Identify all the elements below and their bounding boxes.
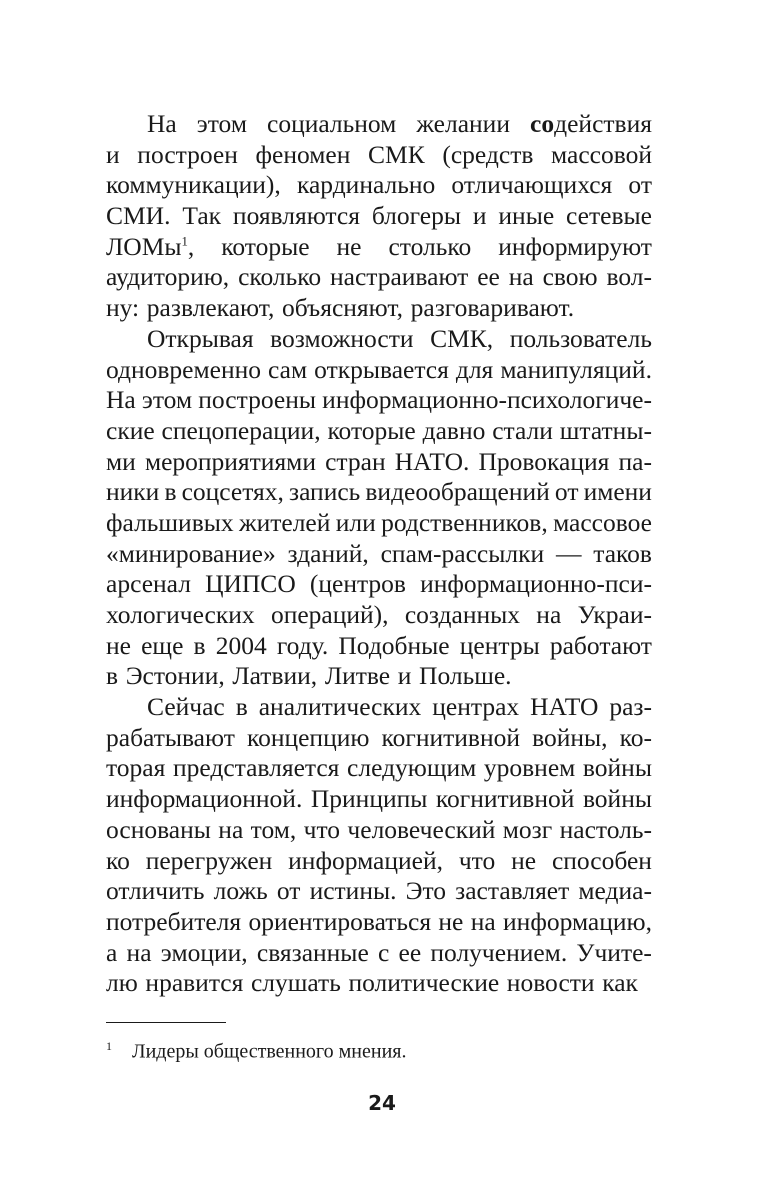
word: созданных	[404, 600, 520, 629]
word: настраивают	[329, 262, 469, 292]
word: рабатывают	[106, 722, 235, 752]
word: торая	[106, 753, 166, 783]
word: на	[536, 600, 562, 629]
text-line	[106, 753, 652, 784]
paragraph	[106, 692, 652, 999]
word: войны,	[532, 722, 608, 752]
word: стран	[325, 446, 386, 476]
word: кардинально	[296, 170, 436, 200]
text-line	[106, 170, 652, 201]
word: потребителя	[106, 906, 242, 936]
word: Эстонии,	[125, 661, 225, 691]
word: манипуляций.	[500, 354, 652, 384]
word: операций),	[270, 600, 389, 629]
word: том,	[250, 814, 297, 844]
text-line	[106, 846, 652, 877]
word: родственников,	[381, 507, 548, 537]
word: Открывая	[147, 323, 254, 353]
paragraph	[106, 109, 652, 324]
word: в	[193, 630, 206, 660]
word: основаны	[106, 814, 211, 844]
text-line	[106, 109, 652, 140]
text-line	[106, 508, 652, 539]
word: представляется	[172, 753, 340, 783]
word: сетевые	[566, 201, 652, 231]
word: в	[164, 477, 177, 507]
body-text	[106, 109, 652, 999]
word: с	[377, 937, 390, 967]
word: желании	[416, 109, 510, 138]
text-line	[106, 784, 652, 815]
text-line	[106, 723, 652, 754]
word: связанные	[256, 937, 369, 967]
word: Принципы	[310, 784, 428, 814]
word: Польше.	[419, 661, 512, 691]
word: ники	[106, 477, 160, 507]
word: На	[147, 109, 177, 138]
word: информационной.	[106, 784, 303, 814]
word: построены	[198, 385, 316, 415]
word: (средств	[442, 139, 534, 169]
text-line	[106, 477, 652, 508]
word: ориентироваться	[248, 906, 432, 936]
word: что	[458, 845, 496, 875]
word: мероприятиями	[144, 446, 316, 476]
word: «минирование»	[106, 538, 276, 568]
word: иные	[498, 201, 555, 231]
word: давно	[422, 415, 486, 445]
word: информируют	[498, 231, 652, 261]
word: еще	[141, 630, 184, 660]
word: лю	[106, 968, 138, 998]
word: центры	[459, 630, 540, 660]
word: от	[276, 876, 301, 906]
word: арсенал	[106, 569, 191, 599]
word: новости	[506, 968, 595, 998]
word: нравится	[145, 968, 244, 998]
word: этом	[196, 109, 247, 138]
word: ко	[106, 845, 130, 875]
word: стали	[492, 415, 553, 445]
text-line	[106, 569, 652, 600]
word: аудиторию,	[106, 262, 230, 292]
word: ее	[477, 262, 500, 292]
word: фальшивых	[106, 507, 234, 537]
word: штатны-	[559, 415, 652, 445]
word: хологических	[106, 600, 255, 629]
footnote	[106, 1033, 406, 1065]
text-line	[106, 600, 652, 631]
word: которые	[327, 415, 416, 445]
word: информацией,	[288, 845, 443, 875]
word: и	[472, 201, 487, 231]
word: НАТО.	[394, 446, 470, 476]
word: На	[106, 385, 136, 415]
word: получением.	[430, 937, 568, 967]
word: ские	[106, 415, 155, 445]
word: следующим	[347, 753, 477, 783]
word: истины.	[309, 876, 397, 906]
word: не	[438, 906, 464, 936]
word: ЛОМы$^1$,	[106, 231, 195, 261]
text-line	[106, 293, 652, 324]
word: на	[126, 937, 152, 967]
text-line	[106, 692, 652, 723]
word: вол-	[606, 262, 652, 292]
word: Учите-	[576, 937, 652, 967]
word: отличающихся	[451, 170, 613, 200]
word: способен	[551, 845, 652, 875]
word: ми	[106, 446, 136, 476]
word: в	[106, 661, 119, 691]
word: СМК	[368, 139, 425, 169]
word: на	[470, 906, 496, 936]
word: пользователь	[509, 323, 652, 353]
word: имени	[583, 477, 652, 507]
word: 2004	[215, 630, 267, 660]
word: от	[628, 170, 652, 200]
word: таков	[593, 538, 652, 568]
word: блогеры	[371, 201, 461, 231]
footnote-text: Лидеры общественного мнения.	[132, 1040, 407, 1063]
word: раз-	[609, 692, 652, 722]
word: от	[554, 477, 579, 507]
word: Украи-	[577, 600, 652, 629]
word: не	[106, 630, 131, 660]
word: па-	[618, 446, 652, 476]
word: человеческий	[347, 814, 496, 844]
word: на	[218, 814, 244, 844]
word: и	[397, 661, 412, 691]
word: Сейчас	[147, 692, 225, 722]
word: коммуникации),	[106, 170, 281, 200]
word: массовой	[551, 139, 652, 169]
word: политические	[348, 968, 500, 998]
word: разговаривают.	[410, 293, 575, 323]
word: работают	[549, 630, 652, 660]
text-line	[106, 232, 652, 263]
word: построен	[137, 139, 238, 169]
word: отличить	[106, 876, 205, 906]
word: Так	[182, 201, 222, 231]
word: и	[106, 139, 120, 169]
word: настоль-	[559, 814, 652, 844]
word: развлекают,	[146, 293, 275, 323]
word: а	[106, 937, 118, 967]
word: спам-рассылки	[380, 538, 545, 568]
word: видеообращений	[365, 477, 550, 507]
word: когнитивной	[435, 784, 575, 814]
word: социальном	[267, 109, 397, 138]
page-number: 24	[368, 1091, 396, 1115]
text-line	[106, 447, 652, 478]
word: что	[303, 814, 341, 844]
text-line	[106, 907, 652, 938]
word: которые	[221, 231, 310, 261]
word: Латвии,	[232, 661, 318, 691]
text-line	[106, 815, 652, 846]
word: перегружен	[145, 845, 273, 875]
word: для	[455, 354, 494, 384]
word: феномен	[255, 139, 351, 169]
word: как	[602, 968, 638, 998]
word: зданий,	[287, 538, 369, 568]
word: информационно-пси-	[420, 569, 652, 599]
word: ну:	[106, 293, 140, 323]
word: столько	[388, 231, 472, 261]
word: этом	[141, 385, 193, 415]
word: запись	[289, 477, 361, 507]
word: центрах	[432, 692, 520, 722]
word: СМК,	[430, 323, 494, 353]
word: или	[335, 507, 376, 537]
text-line	[106, 262, 652, 293]
footnote-marker: 1	[106, 1039, 112, 1053]
word: Провокация	[478, 446, 610, 476]
text-line	[106, 968, 652, 999]
word: спецоперации,	[161, 415, 321, 445]
text-line	[106, 140, 652, 171]
text-line	[106, 539, 652, 570]
word: возможности	[270, 323, 414, 353]
word: Это	[405, 876, 447, 906]
word: Подобные	[338, 630, 450, 660]
word: массовое	[553, 507, 652, 537]
word: мозг	[502, 814, 553, 844]
word: сколько	[238, 262, 322, 292]
word: не	[336, 231, 362, 261]
text-line	[106, 355, 652, 386]
word: ко-	[619, 722, 652, 752]
word: соцсетях,	[181, 477, 284, 507]
text-line	[106, 661, 652, 692]
word: не	[511, 845, 537, 875]
word: одновременно	[106, 354, 261, 384]
word: СМИ.	[106, 201, 171, 231]
text-line	[106, 324, 652, 355]
text-line	[106, 938, 652, 969]
word: в	[235, 692, 248, 722]
word: слушать	[250, 968, 341, 998]
word: году.	[276, 630, 329, 660]
word: информационно-психологиче-	[322, 385, 652, 415]
word: ложь	[213, 876, 268, 906]
text-line	[106, 201, 652, 232]
text-line	[106, 631, 652, 662]
text-line	[106, 876, 652, 907]
word: открывается	[314, 354, 449, 384]
footnote-reference: 1	[181, 234, 188, 249]
word: Литве	[324, 661, 391, 691]
word: войны	[582, 784, 652, 814]
word: эмоции,	[160, 937, 248, 967]
text-line	[106, 385, 652, 416]
word: информацию,	[503, 906, 652, 936]
paragraph	[106, 324, 652, 692]
word: ЦИПСО	[205, 569, 296, 599]
word: появляются	[232, 201, 360, 231]
word: уровнем	[483, 753, 576, 783]
footnote-divider	[106, 1022, 226, 1023]
word: —	[555, 538, 582, 568]
word: сам	[268, 354, 308, 384]
word: медиа-	[578, 876, 652, 906]
word: ее	[398, 937, 422, 967]
word: войны	[582, 753, 652, 783]
word: когнитивной	[381, 722, 521, 752]
word: содействия	[530, 109, 652, 138]
word: свою	[542, 262, 598, 292]
word: на	[508, 262, 534, 292]
word: концепцию	[246, 722, 370, 752]
word: (центров	[309, 569, 406, 599]
word: заставляет	[455, 876, 570, 906]
text-line	[106, 416, 652, 447]
word: жителей	[238, 507, 331, 537]
word: НАТО	[530, 692, 599, 722]
word: объясняют,	[281, 293, 403, 323]
word: аналитических	[258, 692, 422, 722]
